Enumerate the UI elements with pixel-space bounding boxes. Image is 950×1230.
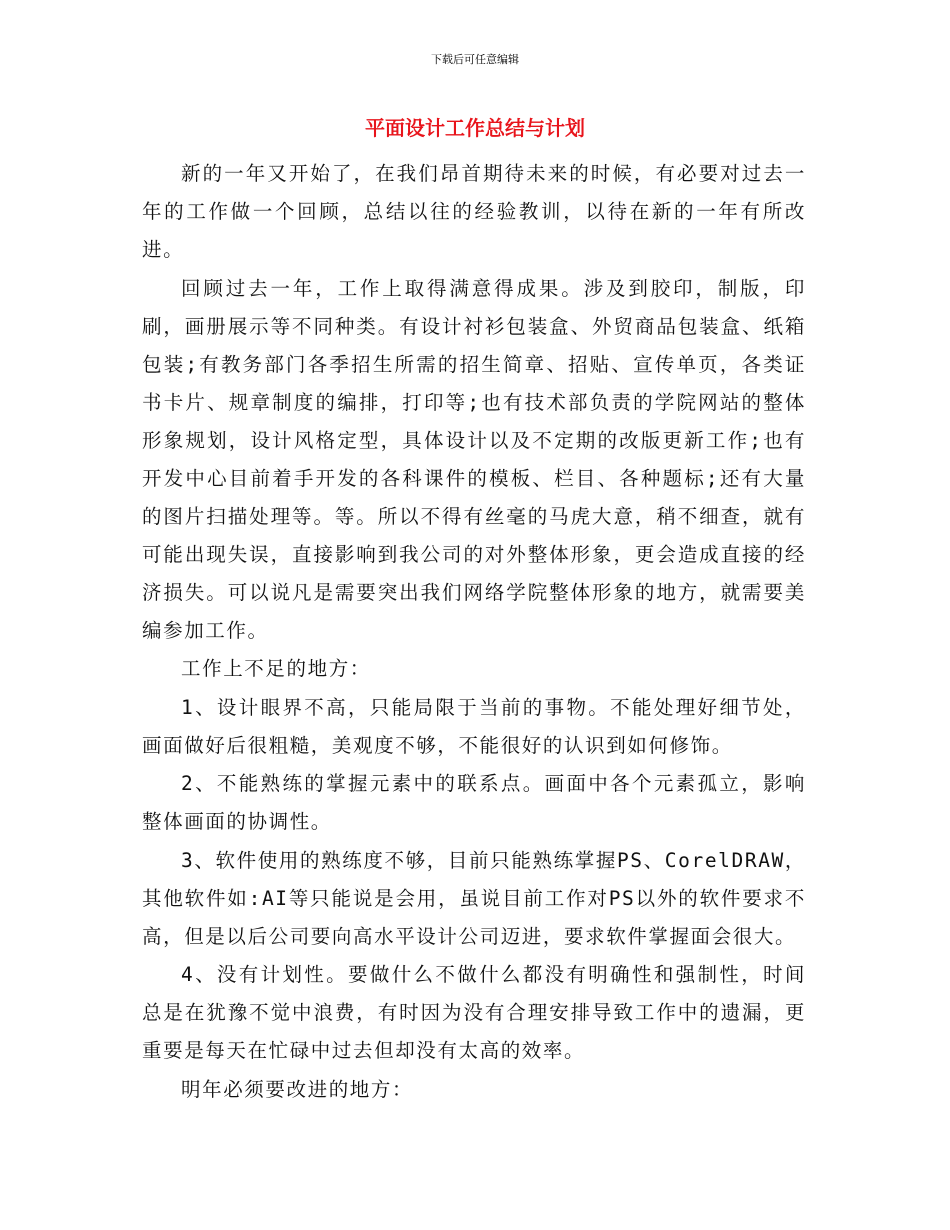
paragraph-shortcoming-2: 2、不能熟练的掌握元素中的联系点。画面中各个元素孤立，影响整体画面的协调性。 <box>142 772 806 833</box>
paragraph-shortcomings-heading: 工作上不足的地方： <box>181 657 371 680</box>
header-note: 下载后可任意编辑 <box>431 53 519 66</box>
paragraph-review: 回顾过去一年，工作上取得满意得成果。涉及到胶印，制版，印刷，画册展示等不同种类。有设计衬衫包装盒、外贸商品包装盒、纸箱包装;有教务部门各季招生所需的招生简章、招贴、宣传单页，各类证书卡片、规章制度的编排，打印等;也有技术部负责的学院网站的整体形象规划，设计风格定型，具体设计以及不定期的改版更新工作;也有开发中心目前着手开发的各科课件的模板、栏目、各种题标;还有大量的图片扫描处理等。等。所以不得有丝毫的马虎大意，稍不细查，就有可能出现失误，直接影响到我公司的对外整体形象，更会造成直接的经济损失。可以说凡是需要突出我们网络学院整体形象的地方，就需要美编参加工作。 <box>142 276 806 642</box>
document-title: 平面设计工作总结与计划 <box>365 116 585 140</box>
document-body <box>142 155 806 1109</box>
paragraph-shortcoming-1: 1、设计眼界不高，只能局限于当前的事物。不能处理好细节处，画面做好后很粗糙，美观度不够，不能很好的认识到如何修饰。 <box>142 695 806 757</box>
paragraph-shortcoming-4: 4、没有计划性。要做什么不做什么都没有明确性和强制性，时间总是在犹豫不觉中浪费，有时因为没有合理安排导致工作中的遗漏，更重要是每天在忙碌中过去但却没有太高的效率。 <box>142 963 806 1062</box>
paragraph-improvements-heading: 明年必须要改进的地方： <box>181 1077 414 1101</box>
paragraph-shortcoming-3: 3、软件使用的熟练度不够，目前只能熟练掌握PS、CorelDRAW，其他软件如:AI等只能说是会用，虽说目前工作对PS以外的软件要求不高，但是以后公司要向高水平设计公司迈进，要求软件掌握面会很大。 <box>142 848 806 948</box>
paragraph-intro: 新的一年又开始了，在我们昂首期待未来的时候，有必要对过去一年的工作做一个回顾，总结以往的经验教训，以待在新的一年有所改进。 <box>142 162 806 261</box>
